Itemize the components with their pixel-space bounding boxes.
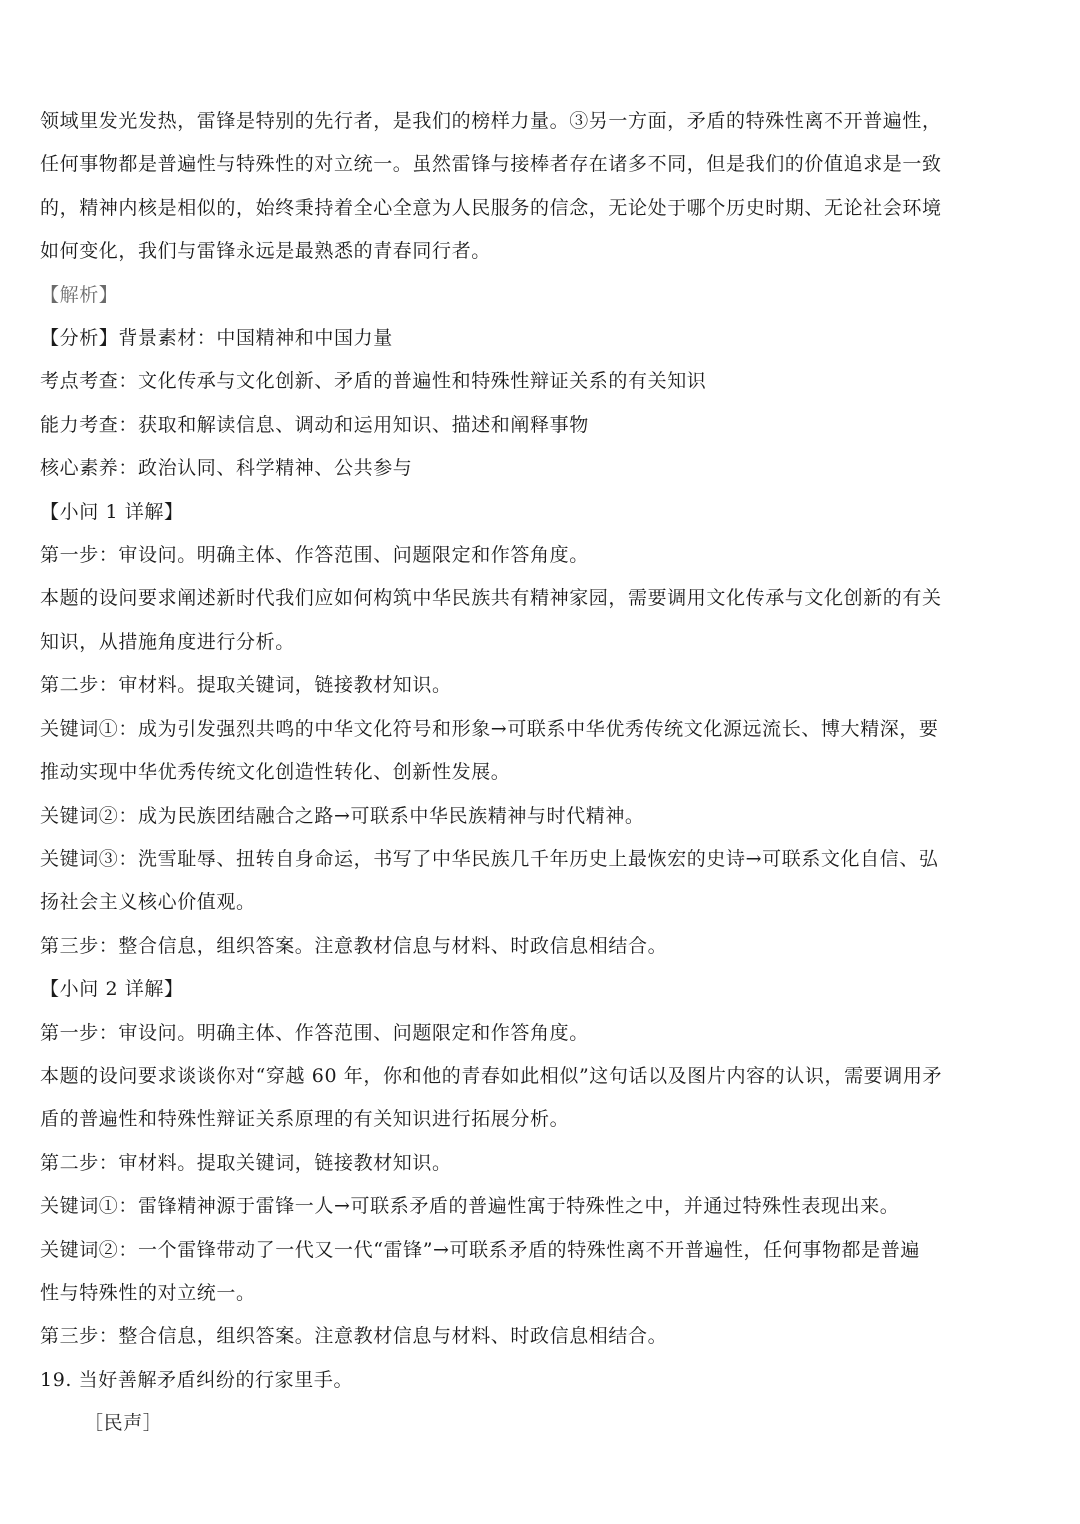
analysis-knowledge: 考点考查：文化传承与文化创新、矛盾的普遍性和特殊性辩证关系的有关知识 [40, 370, 707, 393]
q1-keyword-2: 关键词②：成为民族团结融合之路→可联系中华民族精神与时代精神。 [40, 804, 645, 827]
q1-requirement-line-2: 知识，从措施角度进行分析。 [40, 630, 295, 653]
q1-step-3: 第三步：整合信息，组织答案。注意教材信息与材料、时政信息相结合。 [40, 934, 668, 957]
analysis-background: 【分析】背景素材：中国精神和中国力量 [40, 327, 393, 350]
q2-requirement-line-2: 盾的普遍性和特殊性辩证关系原理的有关知识进行拓展分析。 [40, 1108, 570, 1131]
q2-requirement-line-1: 本题的设问要求谈谈你对“穿越 60 年，你和他的青春如此相似”这句话以及图片内容的认识，需要调用矛 [40, 1064, 943, 1087]
q2-step-1: 第一步：审设问。明确主体、作答范围、问题限定和作答角度。 [40, 1021, 589, 1044]
analysis-ability: 能力考查：获取和解读信息、调动和运用知识、描述和阐释事物 [40, 413, 589, 436]
q1-keyword-1-line-2: 推动实现中华优秀传统文化创造性转化、创新性发展。 [40, 761, 511, 784]
question-2-heading: 【小问 2 详解】 [40, 978, 184, 1001]
question-19-title: 19. 当好善解矛盾纠纷的行家里手。 [40, 1368, 354, 1391]
question-1-heading: 【小问 1 详解】 [40, 500, 184, 523]
q1-requirement-line-1: 本题的设问要求阐述新时代我们应如何构筑中华民族共有精神家园，需要调用文化传承与文化创新的有关 [40, 587, 942, 610]
paragraph-line-1: 领域里发光发热，雷锋是特别的先行者，是我们的榜样力量。③另一方面，矛盾的特殊性离不开普遍性， [40, 110, 942, 132]
q1-keyword-3-line-1: 关键词③：洗雪耻辱、扭转自身命运，书写了中华民族几千年历史上最恢宏的史诗→可联系文化自信、弘 [40, 847, 939, 870]
q1-step-1: 第一步：审设问。明确主体、作答范围、问题限定和作答角度。 [40, 544, 589, 567]
document-page [40, 100, 1040, 1446]
q2-keyword-2-line-2: 性与特殊性的对立统一。 [40, 1281, 256, 1304]
paragraph-line-3: 的，精神内核是相似的，始终秉持着全心全意为人民服务的信念，无论处于哪个历史时期、无论社会环境 [40, 196, 942, 219]
q2-keyword-1: 关键词①：雷锋精神源于雷锋一人→可联系矛盾的普遍性寓于特殊性之中，并通过特殊性表现出来。 [40, 1195, 900, 1218]
q2-step-3: 第三步：整合信息，组织答案。注意教材信息与材料、时政信息相结合。 [40, 1325, 668, 1348]
analysis-literacy: 核心素养：政治认同、科学精神、公共参与 [40, 457, 413, 480]
q2-keyword-2-line-1: 关键词②：一个雷锋带动了一代又一代“雷锋”→可联系矛盾的特殊性离不开普遍性，任何事物都是普遍 [40, 1238, 920, 1261]
paragraph-line-2: 任何事物都是普遍性与特殊性的对立统一。虽然雷锋与接棒者存在诸多不同，但是我们的价值追求是一致 [40, 153, 942, 176]
q1-step-2: 第二步：审材料。提取关键词，链接教材知识。 [40, 674, 452, 697]
q2-step-2: 第二步：审材料。提取关键词，链接教材知识。 [40, 1151, 452, 1174]
paragraph-line-4: 如何变化，我们与雷锋永远是最熟悉的青春同行者。 [40, 240, 491, 263]
section-label-minsheng: ［民声］ [84, 1412, 163, 1435]
q1-keyword-1-line-1: 关键词①：成为引发强烈共鸣的中华文化符号和形象→可联系中华优秀传统文化源远流长、博大精深，要 [40, 717, 939, 740]
analysis-heading: 【解析】 [40, 283, 119, 306]
q1-keyword-3-line-2: 扬社会主义核心价值观。 [40, 891, 256, 914]
